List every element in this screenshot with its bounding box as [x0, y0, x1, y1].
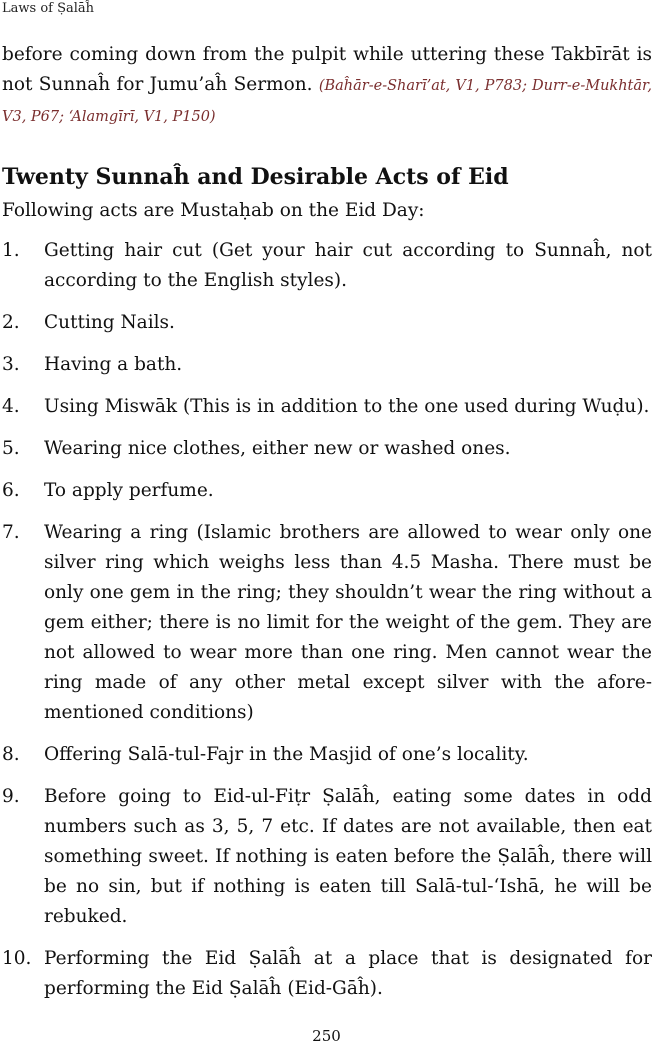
item-text: Before going to Eid-ul-Fiṭr Ṣalāĥ, eating some dates in odd numbers such as 3, 5, 7 etc. If dates are not available, then eat something sweet. If nothing is eaten before the Ṣalāĥ, there will be no sin, but if nothing is eaten till Salā-tul-‘Ishā, he will be rebuked. [44, 786, 652, 927]
item-text: Using Miswāk (This is in addition to the one used during Wuḍu). [44, 396, 650, 417]
item-text: Wearing nice clothes, either new or washed ones. [44, 438, 511, 459]
page-number: 250 [312, 1027, 341, 1045]
item-number: 1. [2, 240, 20, 261]
item-number: 10. [2, 948, 32, 969]
list-item [2, 308, 652, 338]
list-item [2, 518, 652, 728]
item-text: Cutting Nails. [44, 312, 175, 333]
citation: (Baĥār-e-Sharī’at, V1, P783; Durr-e-Mukhtār, V3, P67; ‘Alamgīrī, V1, P150) [2, 78, 652, 125]
item-text: Having a bath. [44, 354, 183, 375]
item-text: Getting hair cut (Get your hair cut according to Sunnaĥ, not according to the English styles). [44, 240, 652, 291]
item-number: 7. [2, 522, 20, 543]
section-intro: Following acts are Mustaḥab on the Eid Day: [2, 200, 425, 221]
list-item [2, 236, 652, 296]
item-text: Performing the Eid Ṣalāĥ at a place that is designated for performing the Eid Ṣalāĥ (Eid-Gāĥ). [44, 948, 652, 999]
page-content [2, 40, 652, 1016]
item-number: 6. [2, 480, 20, 501]
item-text: To apply perfume. [44, 480, 214, 501]
section-heading: Twenty Sunnaĥ and Desirable Acts of Eid [2, 164, 509, 190]
list-item [2, 476, 652, 506]
list-item [2, 740, 652, 770]
running-header: Laws of Ṣalāĥ [2, 1, 95, 16]
continued-paragraph [2, 40, 652, 132]
item-text: Offering Salā-tul-Fajr in the Masjid of one’s locality. [44, 744, 529, 765]
list-item [2, 944, 652, 1004]
item-number: 9. [2, 786, 20, 807]
list-item [2, 434, 652, 464]
item-number: 5. [2, 438, 20, 459]
acts-list [2, 236, 652, 1004]
item-number: 4. [2, 396, 20, 417]
item-number: 2. [2, 312, 20, 333]
list-item [2, 782, 652, 932]
item-text: Wearing a ring (Islamic brothers are allowed to wear only one silver ring which weighs less than 4.5 Masha. There must be only one gem in the ring; they shouldn’t wear the ring without a gem either; there is no limit for the weight of the gem. They are not allowed to wear more than one ring. Men cannot wear the ring made of any other metal except silver with the afore-mentioned conditions) [44, 522, 652, 723]
paragraph-text: before coming down from the pulpit while uttering these Takbīrāt is not Sunnaĥ for Jumu’aĥ Sermon. [2, 44, 652, 95]
item-number: 8. [2, 744, 20, 765]
list-item [2, 350, 652, 380]
item-number: 3. [2, 354, 20, 375]
list-item [2, 392, 652, 422]
